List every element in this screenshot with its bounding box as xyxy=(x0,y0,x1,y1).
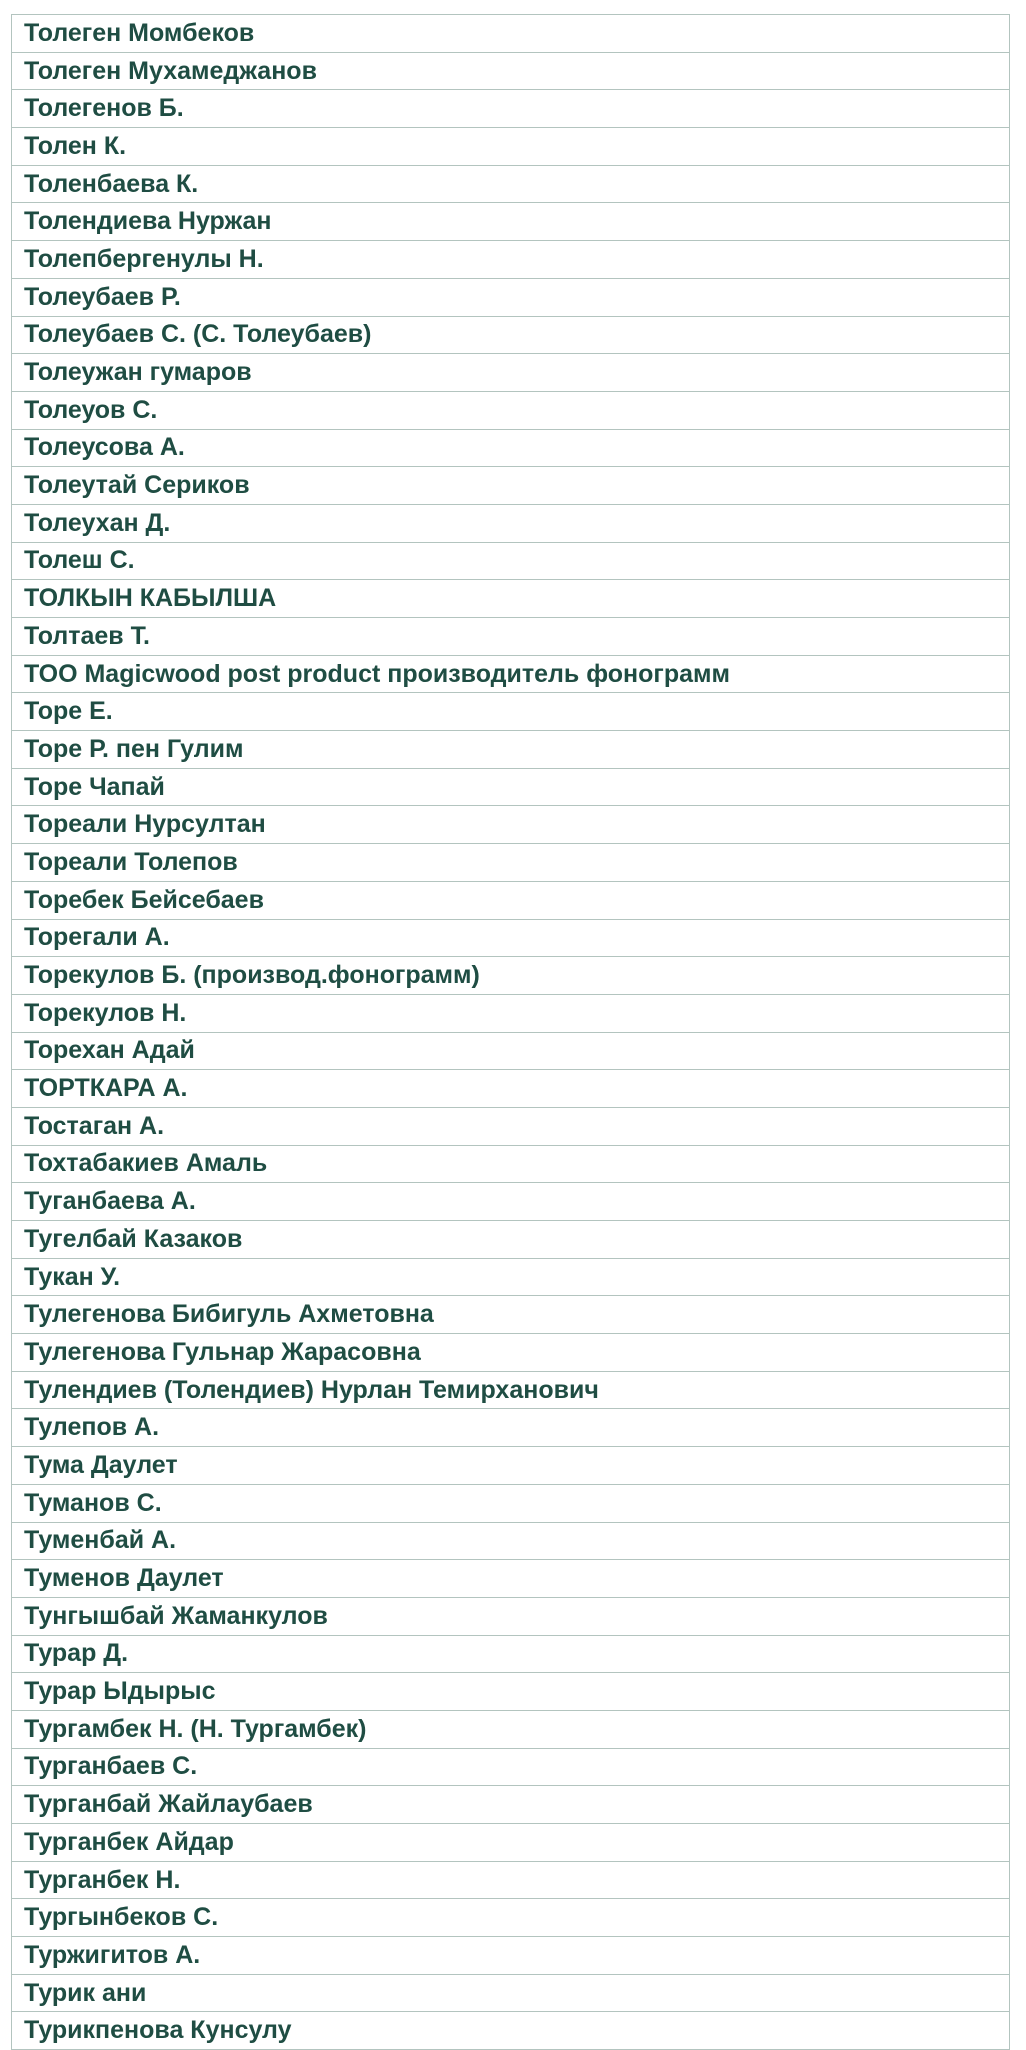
name-cell: Толепбергенулы Н. xyxy=(12,241,1010,279)
name-cell: Тулепов А. xyxy=(12,1409,1010,1447)
table-row xyxy=(12,731,1010,769)
table-row xyxy=(12,655,1010,693)
name-cell: Торекулов Б. (производ.фонограмм) xyxy=(12,957,1010,995)
name-cell: Тукан У. xyxy=(12,1258,1010,1296)
table-row xyxy=(12,881,1010,919)
names-table xyxy=(11,14,1010,2050)
name-cell: Тореали Толепов xyxy=(12,844,1010,882)
name-cell: Тума Даулет xyxy=(12,1447,1010,1485)
names-table-body xyxy=(12,15,1010,2050)
table-row xyxy=(12,1673,1010,1711)
table-row xyxy=(12,580,1010,618)
name-cell: Торе Е. xyxy=(12,693,1010,731)
table-row xyxy=(12,241,1010,279)
name-cell: Турганбек Н. xyxy=(12,1861,1010,1899)
table-row xyxy=(12,504,1010,542)
name-cell: Толеужан гумаров xyxy=(12,354,1010,392)
name-cell: Тургамбек Н. (Н. Тургамбек) xyxy=(12,1710,1010,1748)
name-cell: Туменов Даулет xyxy=(12,1560,1010,1598)
name-cell: Толтаев Т. xyxy=(12,618,1010,656)
name-cell: Толеш С. xyxy=(12,542,1010,580)
name-cell: ТОО Magicwood post product производитель фонограмм xyxy=(12,655,1010,693)
table-row xyxy=(12,1974,1010,2012)
name-cell: Турганбаев С. xyxy=(12,1748,1010,1786)
table-row xyxy=(12,52,1010,90)
table-row xyxy=(12,919,1010,957)
table-row xyxy=(12,1522,1010,1560)
table-row xyxy=(12,1861,1010,1899)
name-cell: Торе Чапай xyxy=(12,768,1010,806)
table-row xyxy=(12,354,1010,392)
table-row xyxy=(12,1145,1010,1183)
name-cell: Толеуов С. xyxy=(12,391,1010,429)
table-row xyxy=(12,1786,1010,1824)
name-cell: Толеутай Сериков xyxy=(12,467,1010,505)
name-cell: Туганбаева А. xyxy=(12,1183,1010,1221)
table-row xyxy=(12,203,1010,241)
name-cell: Тургынбеков С. xyxy=(12,1899,1010,1937)
name-cell: Тореали Нурсултан xyxy=(12,806,1010,844)
table-row xyxy=(12,1824,1010,1862)
name-cell: Толендиева Нуржан xyxy=(12,203,1010,241)
table-row xyxy=(12,994,1010,1032)
name-cell: Турик ани xyxy=(12,1974,1010,2012)
name-cell: Толеген Мухамеджанов xyxy=(12,52,1010,90)
table-row xyxy=(12,1107,1010,1145)
table-row xyxy=(12,1899,1010,1937)
table-row xyxy=(12,1258,1010,1296)
name-cell: Туманов С. xyxy=(12,1484,1010,1522)
table-row xyxy=(12,1597,1010,1635)
name-cell: Туменбай А. xyxy=(12,1522,1010,1560)
table-row xyxy=(12,542,1010,580)
name-cell: Тостаган А. xyxy=(12,1107,1010,1145)
table-row xyxy=(12,1296,1010,1334)
table-row xyxy=(12,1447,1010,1485)
name-cell: Турганбай Жайлаубаев xyxy=(12,1786,1010,1824)
table-row xyxy=(12,90,1010,128)
name-cell: Толеген Момбеков xyxy=(12,15,1010,53)
name-cell: ТОЛКЫН КАБЫЛША xyxy=(12,580,1010,618)
table-row xyxy=(12,165,1010,203)
table-row xyxy=(12,1334,1010,1372)
table-row xyxy=(12,1183,1010,1221)
table-row xyxy=(12,1484,1010,1522)
name-cell: Турикпенова Кунсулу xyxy=(12,2012,1010,2050)
name-cell: Торегали А. xyxy=(12,919,1010,957)
name-cell: ТОРТКАРА А. xyxy=(12,1070,1010,1108)
name-cell: Тулегенова Бибигуль Ахметовна xyxy=(12,1296,1010,1334)
name-cell: Тунгышбай Жаманкулов xyxy=(12,1597,1010,1635)
name-cell: Торекулов Н. xyxy=(12,994,1010,1032)
name-cell: Торехан Адай xyxy=(12,1032,1010,1070)
name-cell: Толеубаев Р. xyxy=(12,278,1010,316)
name-cell: Толенбаева К. xyxy=(12,165,1010,203)
table-row xyxy=(12,316,1010,354)
table-row xyxy=(12,1409,1010,1447)
name-cell: Толегенов Б. xyxy=(12,90,1010,128)
table-row xyxy=(12,693,1010,731)
table-row xyxy=(12,806,1010,844)
table-row xyxy=(12,1070,1010,1108)
table-row xyxy=(12,391,1010,429)
table-row xyxy=(12,618,1010,656)
table-row xyxy=(12,1635,1010,1673)
table-row xyxy=(12,467,1010,505)
table-row xyxy=(12,1710,1010,1748)
name-cell: Турар Д. xyxy=(12,1635,1010,1673)
table-row xyxy=(12,1560,1010,1598)
name-cell: Торе Р. пен Гулим xyxy=(12,731,1010,769)
table-row xyxy=(12,768,1010,806)
name-cell: Торебек Бейсебаев xyxy=(12,881,1010,919)
name-cell: Толеубаев С. (С. Толеубаев) xyxy=(12,316,1010,354)
name-cell: Тулендиев (Толендиев) Нурлан Темирханович xyxy=(12,1371,1010,1409)
table-row xyxy=(12,1032,1010,1070)
name-cell: Турганбек Айдар xyxy=(12,1824,1010,1862)
name-cell: Толеусова А. xyxy=(12,429,1010,467)
table-row xyxy=(12,128,1010,166)
name-cell: Тохтабакиев Амаль xyxy=(12,1145,1010,1183)
name-cell: Тугелбай Казаков xyxy=(12,1221,1010,1259)
table-row xyxy=(12,2012,1010,2050)
table-row xyxy=(12,278,1010,316)
name-cell: Толен К. xyxy=(12,128,1010,166)
name-cell: Туржигитов А. xyxy=(12,1937,1010,1975)
table-row xyxy=(12,1371,1010,1409)
table-row xyxy=(12,1221,1010,1259)
table-row xyxy=(12,429,1010,467)
name-cell: Толеухан Д. xyxy=(12,504,1010,542)
table-row xyxy=(12,1748,1010,1786)
table-row xyxy=(12,15,1010,53)
table-row xyxy=(12,1937,1010,1975)
table-row xyxy=(12,844,1010,882)
name-cell: Тулегенова Гульнар Жарасовна xyxy=(12,1334,1010,1372)
name-cell: Турар Ыдырыс xyxy=(12,1673,1010,1711)
table-row xyxy=(12,957,1010,995)
